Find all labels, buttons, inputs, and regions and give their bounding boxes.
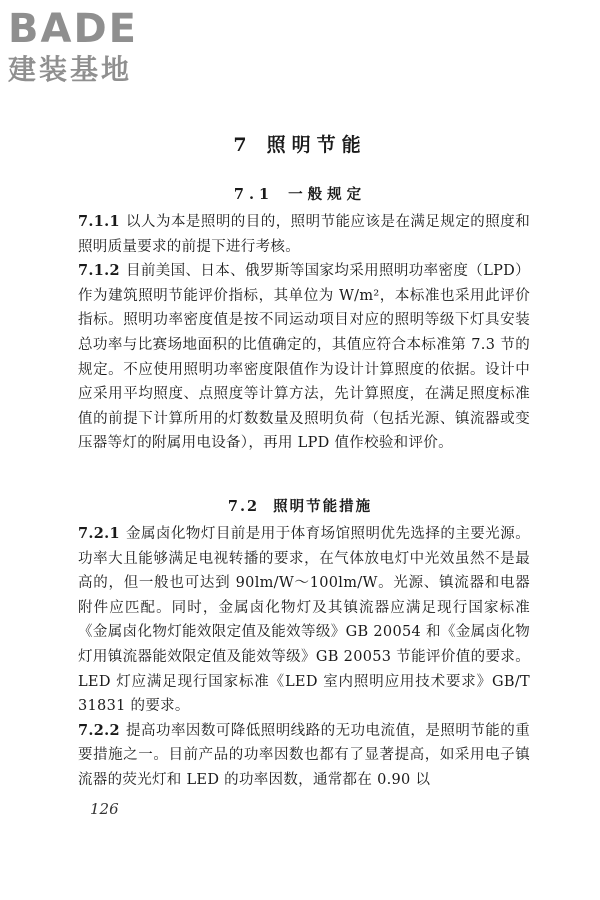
section-title-7-1 <box>0 183 600 204</box>
section-title-7-2 <box>0 495 600 516</box>
clause-number: 7.2.2 <box>78 721 120 739</box>
clause-text: 提高功率因数可降低照明线路的无功电流值，是照明节能的重要措施之一。目前产品的功率因数也都有了显著提高，如采用电子镇流器的荧光灯和 LED 的功率因数，通常都在 0.90 以 <box>78 722 530 788</box>
section-body-7-1 <box>78 210 530 456</box>
section-body-7-2 <box>78 522 530 793</box>
section-number: 7.2 <box>227 498 260 515</box>
clause-paragraph <box>78 210 530 259</box>
chapter-title <box>0 130 600 157</box>
chapter-number: 7 <box>233 134 253 156</box>
clause-number: 7.2.1 <box>78 525 120 542</box>
clause-paragraph <box>78 522 530 719</box>
brand-logo <box>8 6 178 90</box>
brand-logo-subtitle: 建装基地 <box>8 53 133 86</box>
page-number: 126 <box>90 800 119 818</box>
clause-number: 7.1.1 <box>78 213 120 230</box>
section-title-text: 照明节能措施 <box>273 498 373 515</box>
clause-number: 7.1.2 <box>78 262 120 280</box>
section-number: 7.1 <box>233 186 275 203</box>
section-title-text: 一般规定 <box>288 186 367 203</box>
clause-paragraph <box>78 259 530 456</box>
chapter-title-text: 照明节能 <box>266 134 367 156</box>
brand-logo-text: BADE <box>8 6 138 52</box>
clause-text: 目前美国、日本、俄罗斯等国家均采用照明功率密度（LPD）作为建筑照明节能评价指标，其单位为 W/m²，本标准也采用此评价指标。照明功率密度值是按不同运动项目对应的照明等级下灯具安装总功率与比赛场地面积的比值确定的，其值应符合本标准第 7.3 节的规定。不应使用照明功率密度限值作为设计计算照度的依据。设计中应采用平均照度、点照度等计算方法，先计算照度，在满足照度标准值的前提下计算所用的灯数数量及照明负荷（包括光源、镇流器或变压器等灯的附属用电设备），再用 LPD 值作校验和评价。 <box>78 263 530 452</box>
clause-text: 金属卤化物灯目前是用于体育场馆照明优先选择的主要光源。功率大且能够满足电视转播的要求，在气体放电灯中光效虽然不是最高的，但一般也可达到 90lm/W～100lm/W。光源、镇流器和电器附件应匹配。同时，金属卤化物灯及其镇流器应满足现行国家标准《金属卤化物灯能效限定值及能效等级》GB 20054 和《金属卤化物灯用镇流器能效限定值及能效等级》GB 20053 节能评价值的要求。LED 灯应满足现行国家标准《LED 室内照明应用技术要求》GB/T 31831 的要求。 <box>78 526 530 715</box>
clause-text: 以人为本是照明的目的，照明节能应该是在满足规定的照度和照明质量要求的前提下进行考核。 <box>78 214 530 255</box>
clause-paragraph <box>78 719 530 793</box>
